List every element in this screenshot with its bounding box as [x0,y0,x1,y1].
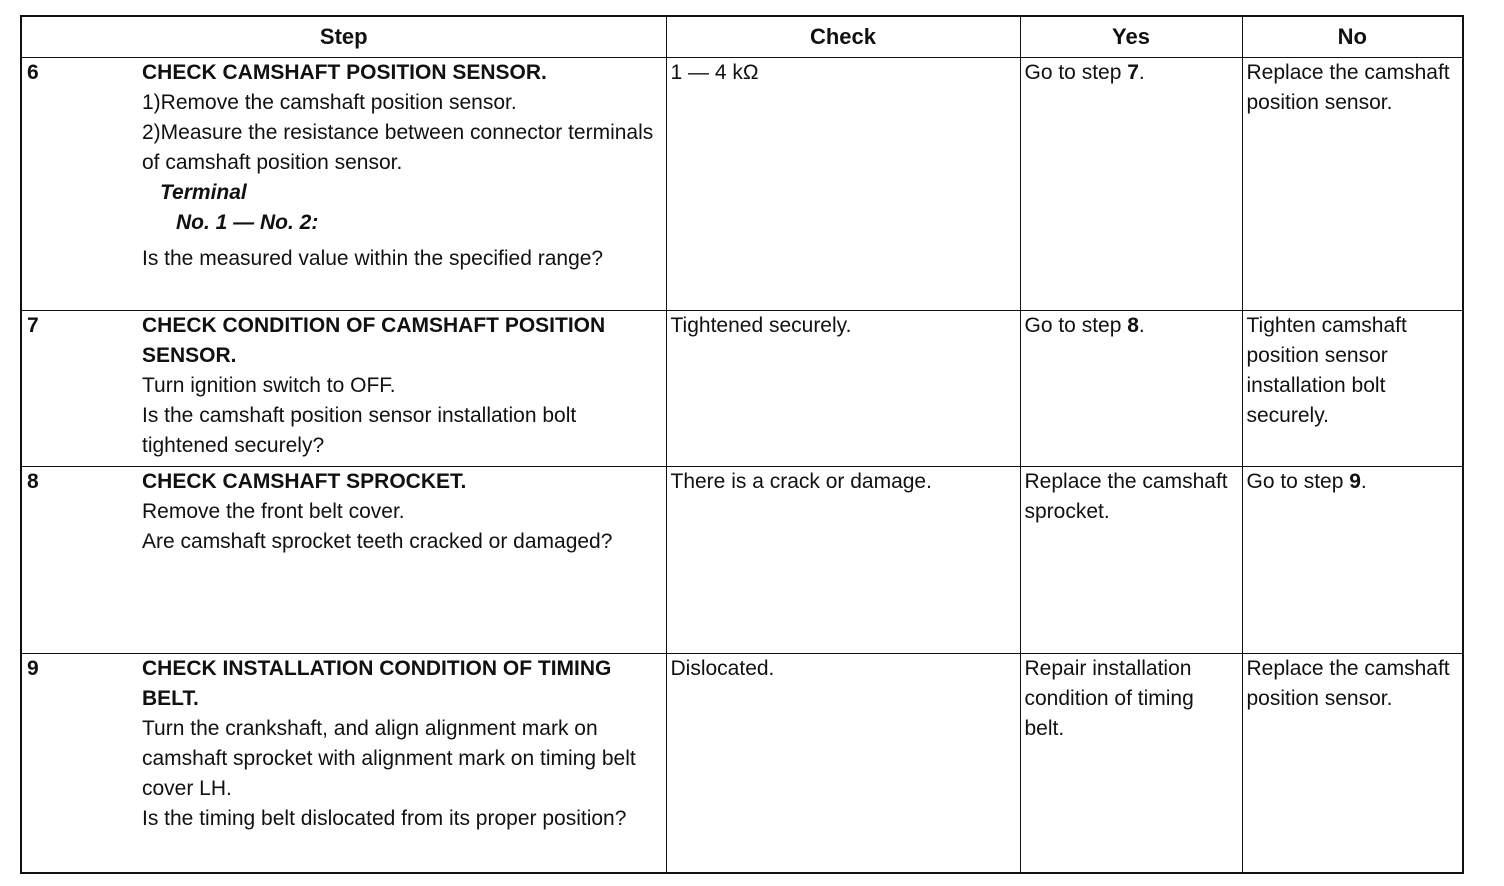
yes-tail: . [1138,314,1145,337]
step-description [142,58,666,311]
step-instruction: Turn the crankshaft, and align alignment mark on camshaft sprocket with alignment mark on timing belt cover LH. [142,717,636,800]
step-description [142,467,666,654]
step-question: Is the measured value within the specified range? [142,247,604,270]
step-instruction: Turn ignition switch to OFF. [142,374,396,397]
table-row [21,58,1463,311]
yes-cell [1020,654,1242,874]
table-row [21,311,1463,467]
step-number: 7 [21,311,142,467]
no-step-ref: 9 [1349,470,1361,493]
step-instruction: Remove the front belt cover. [142,500,405,523]
table-row [21,467,1463,654]
no-tail: . [1360,470,1367,493]
yes-cell [1020,311,1242,467]
no-cell [1242,58,1463,311]
step-title: CHECK CAMSHAFT SPROCKET. [142,470,467,493]
no-text: Go to step [1246,470,1350,493]
step-question: Is the camshaft position sensor installation bolt tightened securely? [142,404,577,457]
terminal-label: Terminal [160,181,247,204]
step-number: 6 [21,58,142,311]
check-cell: Tightened securely. [666,311,1020,467]
no-text: Tighten camshaft position sensor installation bolt securely. [1246,314,1407,427]
step-title: CHECK INSTALLATION CONDITION OF TIMING BELT. [142,657,612,710]
column-header-no: No [1242,16,1463,58]
yes-tail: . [1138,61,1145,84]
step-instruction: 2)Measure the resistance between connector terminals of camshaft position sensor. [142,121,654,174]
yes-text: Go to step [1024,61,1128,84]
step-number: 9 [21,654,142,874]
step-question: Are camshaft sprocket teeth cracked or damaged? [142,530,613,553]
table-row [21,654,1463,874]
step-question: Is the timing belt dislocated from its proper position? [142,807,627,830]
step-title: CHECK CONDITION OF CAMSHAFT POSITION SENSOR. [142,314,606,367]
terminal-value: No. 1 — No. 2: [176,211,319,234]
yes-text: Repair installation condition of timing belt. [1024,657,1194,740]
yes-text: Replace the camshaft sprocket. [1024,470,1228,523]
diagnostic-table [20,15,1464,874]
column-header-step: Step [21,16,666,58]
table-header [21,16,1463,58]
column-header-yes: Yes [1020,16,1242,58]
no-text: Replace the camshaft position sensor. [1246,61,1450,114]
yes-text: Go to step [1024,314,1128,337]
no-cell [1242,654,1463,874]
check-cell: There is a crack or damage. [666,467,1020,654]
step-title: CHECK CAMSHAFT POSITION SENSOR. [142,61,547,84]
check-cell: Dislocated. [666,654,1020,874]
column-header-check: Check [666,16,1020,58]
yes-cell [1020,467,1242,654]
step-description [142,654,666,874]
step-number: 8 [21,467,142,654]
yes-cell [1020,58,1242,311]
no-text: Replace the camshaft position sensor. [1246,657,1450,710]
check-cell: 1 — 4 kΩ [666,58,1020,311]
yes-step-ref: 7 [1127,61,1139,84]
step-instruction: 1)Remove the camshaft position sensor. [142,91,517,114]
step-description [142,311,666,467]
yes-step-ref: 8 [1127,314,1139,337]
no-cell [1242,311,1463,467]
no-cell [1242,467,1463,654]
